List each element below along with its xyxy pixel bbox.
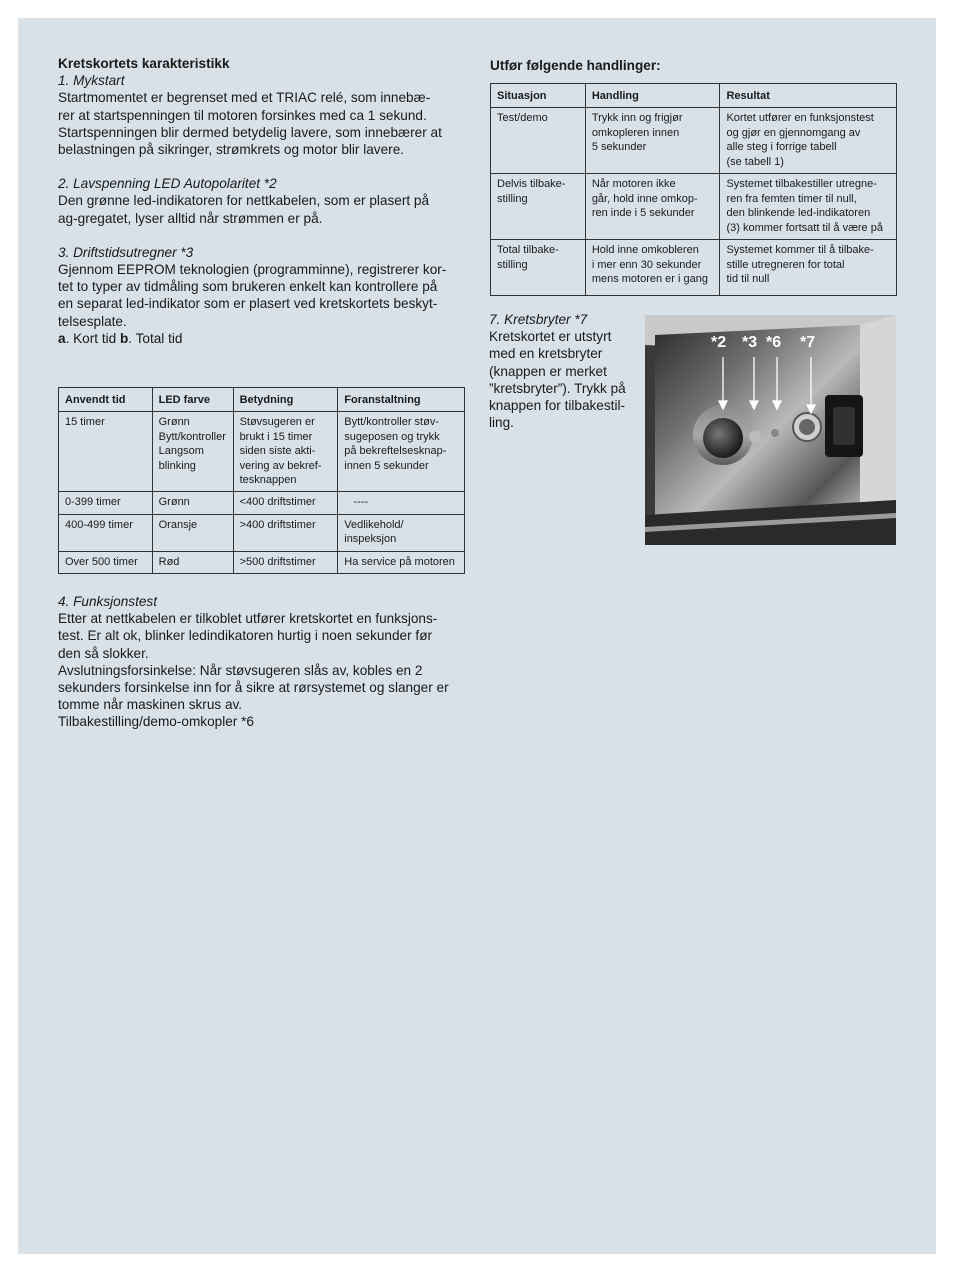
section-7-line: Kretskortet er utstyrt [489,329,612,345]
section-4-line: Etter at nettkabelen er tilkoblet utfører kretskortet en funksjons- [58,611,438,627]
section-3-title: 3. Driftstidsutregner *3 [58,244,194,260]
section-4-title: 4. Funksjonstest [58,594,157,609]
section-4-line: test. Er alt ok, blinker ledindikatoren hurtig i noen sekunder før [58,628,433,644]
section-2-title: 2. Lavspenning LED Autopolaritet *2 [58,176,277,192]
photo-label: *7 [800,334,816,351]
section-2-line: ag-gregatet, lyser alltid når strømmen er på. [58,210,323,226]
table-cell: Hold inne omkobleren i mer enn 30 sekunder mens motoren er i gang [585,240,720,296]
table-cell: Grønn Bytt/kontroller Langsom blinking [152,412,233,492]
table-cell: Systemet tilbakestiller utregne- ren fra femten timer til null, den blinkende led-indikatoren (3) kommer fortsatt til å være på [720,174,897,240]
control-panel-illustration [645,315,896,545]
table-cell: >500 driftstimer [233,551,338,573]
table-row [491,174,897,240]
table-cell: Systemet kommer til å tilbake- stille utregneren for total tid til null [720,240,897,296]
table-cell: <400 driftstimer [233,492,338,514]
table-cell: 15 timer [59,412,153,492]
section-heading: Kretskortets karakteristikk [58,56,230,71]
table-cell: Støvsugeren er brukt i 15 timer siden siste akti- vering av bekref- tesknappen [233,412,338,492]
table-cell: Når motoren ikke går, hold inne omkop- ren inde i 5 sekunder [585,174,720,240]
section-1-title: 1. Mykstart [58,73,125,89]
table-header: Resultat [720,84,897,108]
section-3-line: Gjennom EEPROM teknologien (programminne), registrerer kor- [58,262,447,278]
table-header: Anvendt tid [59,388,153,412]
table-cell: Vedlikehold/ inspeksjon [338,514,465,551]
section-4-line: tomme når maskinen skrus av. [58,697,243,713]
table-cell: Over 500 timer [59,551,153,573]
table-cell: Ha service på motoren [338,551,465,573]
section-7-line: ling. [489,415,514,431]
photo-label: *6 [766,334,782,351]
section-1-line: Startspenningen blir dermed betydelig lavere, som innebærer at [58,124,442,140]
circuit-breaker-block [489,311,639,431]
section-3-line: en separat led-indikator som er plasert ved kretskortets beskyt- [58,296,438,312]
section-4-line: sekunders forsinkelse inn for å sikre at rørsystemet og slanger er [58,680,449,696]
section-7-line: ”kretsbryter”). Trykk på [489,380,626,396]
table-cell: Rød [152,551,233,573]
section-3-line: tet to typer av tidmåling som brukeren enkelt kan kontrollere på [58,279,438,295]
table-header: Foranstaltning [338,388,465,412]
table-row [491,108,897,174]
section-1-line: belastningen på sikringer, strømkrets og motor blir lavere. [58,142,405,158]
table-header: Handling [585,84,720,108]
section-4-line: Avslutningsforsinkelse: Når støvsugeren slås av, kobles en 2 [58,662,423,678]
control-panel-photo [645,315,896,545]
table-cell: 400-499 timer [59,514,153,551]
reset-actions-table [490,83,897,296]
section-2-line: Den grønne led-indikatoren for nettkabelen, som er plasert på [58,193,430,209]
left-column [58,55,458,347]
table-header-row [491,84,897,108]
led-indicator-icon [749,431,761,443]
table-cell: Test/demo [491,108,586,174]
section-4-line: Tilbakestilling/demo-omkopler *6 [58,714,254,730]
table-header: Situasjon [491,84,586,108]
table-row [59,514,465,551]
section-7-line: knappen for tilbakestil- [489,398,626,414]
photo-label: *3 [742,334,758,351]
table-row [491,240,897,296]
photo-label: *2 [711,334,727,351]
table-header: LED farve [152,388,233,412]
table-cell: Grønn [152,492,233,514]
section-1-line: Startmomentet er begrenset med et TRIAC relé, som innebæ- [58,90,431,106]
table-cell: ---- [338,492,465,514]
table-row [59,412,465,492]
led-time-table [58,387,465,574]
table-cell: Total tilbake- stilling [491,240,586,296]
actions-title: Utfør følgende handlinger: [490,58,661,73]
table-cell: Delvis tilbake- stilling [491,174,586,240]
section-4-line: den så slokker. [58,645,149,661]
table-cell: 0-399 timer [59,492,153,514]
section-7-line: med en kretsbryter [489,346,603,362]
section-7-title: 7. Kretsbryter *7 [489,312,588,327]
table-cell: Oransje [152,514,233,551]
section-3-line: telsesplate. [58,313,127,329]
table-cell: Bytt/kontroller støv- sugeposen og trykk på bekreftelsesknap- innen 5 sekunder [338,412,465,492]
table-row [59,551,465,573]
table-cell: Trykk inn og frigjør omkopleren innen 5 sekunder [585,108,720,174]
section-7-line: (knappen er merket [489,363,607,379]
table-cell: >400 driftstimer [233,514,338,551]
table-cell: Kortet utfører en funksjonstest og gjør en gjennomgang av alle steg i forrige tabell (se tabell 1) [720,108,897,174]
section-4-block [58,593,458,731]
table-header: Betydning [233,388,338,412]
table-header-row [59,388,465,412]
section-1-line: rer at startspenningen til motoren forsinkes med ca 1 sekund. [58,107,427,123]
table-row [59,492,465,514]
section-3-ab-line: a. Kort tid b. Total tid [58,330,183,346]
